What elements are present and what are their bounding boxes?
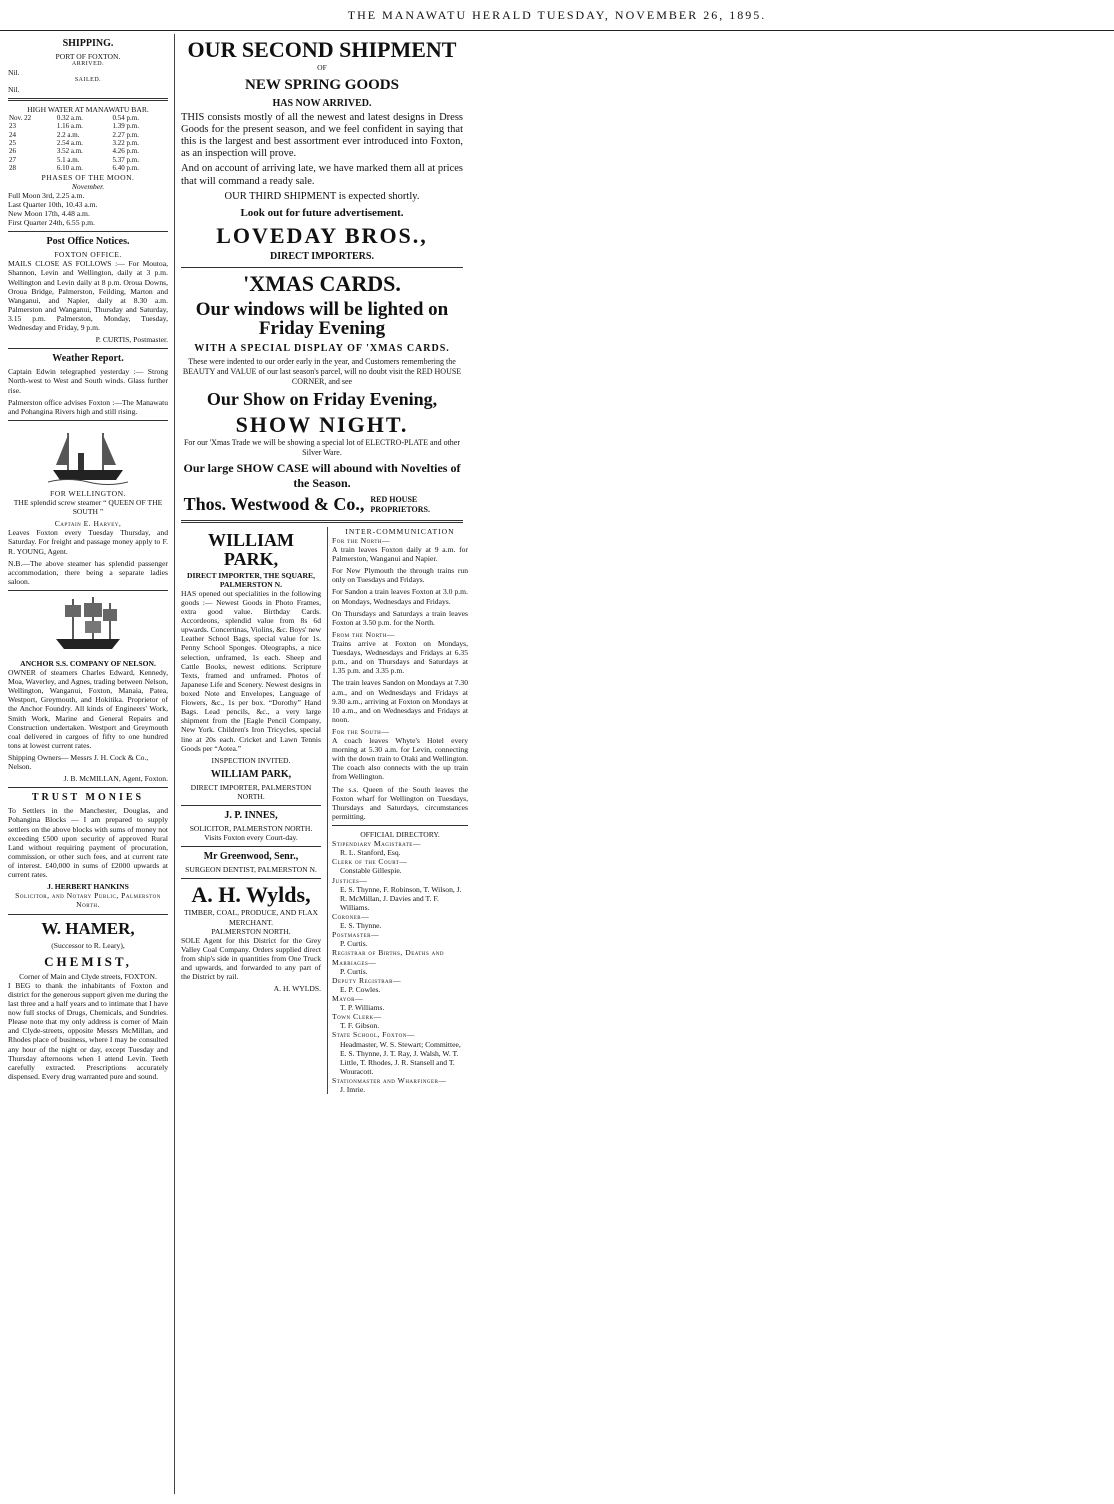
train-line: For Sandon a train leaves Foxton at 3.0 p.m. on Mondays, Wednesdays and Fridays. [332,587,468,606]
directory-role: Clerk of the Court— [332,857,408,867]
lookout-line: Look out for future advertisement. [240,207,404,220]
divider [181,520,463,523]
tide-pm: 1.39 p.m. [112,122,139,131]
westwood-name: Thos. Westwood & Co., [183,494,365,515]
directory-name: Headmaster, W. S. Stewart; Committee, E. S. Thynne, J. T. Ray, J. Walsh, W. T. Little, T. Rhodes, J. R. Stansell and T. Wouracott. [340,1039,461,1076]
tide-am: 2.2 a.m. [56,130,80,139]
divider [8,914,168,915]
directory-entry [332,1076,468,1094]
tide-pm: 0.54 p.m. [112,113,139,122]
show-night: SHOW NIGHT. [235,412,409,438]
park-name-2: WILLIAM PARK, [210,768,292,780]
directory-name: T. P. Williams. [340,1003,385,1013]
tide-date: 27 [9,155,16,164]
tide-pm: 2.27 p.m. [112,130,139,139]
chemist-heading: CHEMIST, [44,954,132,970]
wylds-name: A. H. Wylds, [191,882,311,908]
divider [8,590,168,591]
directory-name: E. P. Cowles. [340,984,381,994]
train-line: For New Plymouth the through trains run only on Tuesdays and Fridays. [332,566,468,585]
xmas-heading: 'XMAS CARDS. [243,271,401,297]
tide-date: 25 [9,138,16,147]
park-sub-2: DIRECT IMPORTER, PALMERSTON NORTH. [190,782,312,801]
train-line: A coach leaves Whyte's Hotel every morning at 5.30 a.m. for Levin, connecting with the down train to Otaki and Wellington. The coach also connects with the up train from Wellington. [332,736,468,782]
sailed-label: SAILED. [74,77,102,84]
table-row [8,156,168,164]
anchor-owners: Shipping Owners— Messrs J. H. Cock & Co., Nelson. [8,753,149,772]
table-row [8,122,168,130]
greenwood-name: Mr Greenwood, Senr., [203,851,299,863]
tide-date: 26 [9,147,16,156]
train-line: The s.s. Queen of the South leaves the Foxton wharf for Wellington on Tuesdays, Thursdays and Saturdays, circumstances permitting. [332,784,468,821]
tide-am: 0.32 a.m. [56,113,83,122]
arrived-label: ARRIVED. [71,61,105,68]
directory-role: Justices— [332,875,368,885]
park-sub: DIRECT IMPORTER, THE SQUARE, PALMERSTON N. [187,570,315,589]
tide-date: 28 [9,164,16,173]
directory-entry [332,1012,468,1030]
wylds-sub: TIMBER, COAL, PRODUCE, AND FLAX MERCHANT. [184,908,318,927]
windows-heading: Our windows will be lighted on Friday Evening [195,298,449,340]
sailing-ship-icon [48,595,128,655]
divider [8,98,168,101]
directory-entry [332,976,468,994]
intercomm-panel [327,527,468,1094]
column-2 [174,34,637,1494]
shipment-heading: OUR SECOND SHIPMENT [187,37,457,62]
divider [181,267,463,268]
tide-pm: 3.22 p.m. [112,138,139,147]
wylds-place: PALMERSTON NORTH. [211,926,291,936]
tide-title: HIGH WATER AT MANAWATU BAR. [27,104,149,114]
directory-entry [332,930,468,948]
anchor-heading: ANCHOR S.S. COMPANY OF NELSON. [20,658,156,668]
for-north: For the North— [332,535,391,545]
hamer-sub: (Successor to R. Leary), [51,940,125,950]
weather-text: Captain Edwin telegraphed yesterday :— Strong North-west to West and South winds. Glass further rise. [8,367,168,395]
anchor-agent: J. B. McMILLAN, Agent, Foxton. [63,774,168,784]
directory-role: Mayor— [332,994,364,1003]
innes-name: J. P. INNES, [224,810,278,822]
trust-monies-heading: TRUST MONIES [31,792,145,804]
postmaster-sign: P. CURTIS, Postmaster. [95,335,168,345]
tide-date: 23 [9,122,16,131]
shipment-text-2: And on account of arriving late, we have marked them all at prices that will command a ready sale. [181,163,463,187]
divider [181,846,321,847]
column-1 [8,34,172,1494]
wylds-text: SOLE Agent for this District for the Grey Valley Coal Company. Orders supplied direct from ship's side in quantities from One Truck and upwards, and forwarded to any part of the District by rail. [181,935,321,982]
directory-name: E. S. Thynne. [340,921,382,931]
directory-name: P. Curtis. [340,939,368,949]
hankins-name: J. HERBERT HANKINS [47,882,129,892]
special-display: WITH A SPECIAL DISPLAY OF 'XMAS CARDS. [194,343,450,355]
directory-role: Stationmaster and Wharfinger— [332,1075,447,1085]
post-office-name: FOXTON OFFICE. [54,250,122,260]
show-heading: Our Show on Friday Evening, [206,389,438,410]
directory-entry [332,948,468,975]
divider [181,878,321,879]
red-house: RED HOUSE PROPRIETORS. [370,495,430,514]
directory-role: Registrar of Births, Deaths and Marriages— [332,948,444,967]
show-case: Our large SHOW CASE will abound with Novelties of the Season. [183,461,461,490]
tide-date: Nov. 22 [9,113,32,122]
post-office-text: MAILS CLOSE AS FOLLOWS :— For Moutoa, Shannon, Levin and Wellington, daily at 3 p.m. Wellington and Levin daily at 8 p.m. Oroua Downs, Oroua Bridge, Palmerston, Feilding, Marton and Wanganui, and Napier, daily at 8.30 a.m. Palmerston and Wanganui, Thursday and Saturday, 3.15 p.m. Palmerston, Monday, Tuesday, Wednesday and Friday, 9 p.m. [8,259,168,333]
park-text: HAS opened out specialities in the following goods :— Newest Goods in Photo Frames, extra good value. Birthday Cards. Accordeons, splendid value from 8s 6d upwards. Concertinas, Violins, &c. Boys' new Leather School Bags, special value for 1s. Penny School Sponges. Oleographs, a nice selection, unframed, 1s each. Sheep and Cattle Books, newest editions. Scripture Texts, framed and unframed. Photos of Japanese Life and Scenery. Newest designs in boxed Note and Envelopes, Language of Flowers, &c., 1s per box. “Dorothy” Hand Bags. Lead pencils, &c., a very large shipment from the [Eagle Pencil Company, New York. Children's Iron Tricycles, special line at 20s each. Cricket and Lawn Tennis Goods per “Aotea.” [181,588,321,753]
directory-name: E. S. Thynne, F. Robinson, T. Wilson, J. R. McMillan, J. Davies and T. F. Williams. [340,884,462,912]
directory-name: J. Imrie. [340,1085,366,1095]
trade-text: For our 'Xmas Trade we will be showing a special lot of ELECTRO-PLATE and other Silver Ware. [183,438,461,457]
shipping-heading: SHIPPING. [62,38,114,49]
directory-name: T. F. Gibson. [340,1021,380,1031]
table-row [8,114,168,122]
shipment-text: THIS consists mostly of all the newest and latest designs in Dress Goods for the present season, and we feel confident in saying that this is the largest and best assortment ever introduced into Foxton, as an inspection will prove. [181,112,463,160]
steamer-note: N.B.—The above steamer has splendid passenger accommodation, there being a separate ladies saloon. [8,558,168,586]
wylds-sign: A. H. WYLDS. [273,984,321,994]
new-goods-heading: NEW SPRING GOODS [245,77,399,94]
directory-entry [332,839,468,857]
train-line: Trains arrive at Foxton on Mondays, Tuesdays, Wednesdays and Fridays at 6.35 p.m., and on Thursdays and Saturdays at 1.35 p.m. and 3.35 p.m. [332,638,468,676]
direct-importers: DIRECT IMPORTERS. [270,251,374,263]
inspection-line: INSPECTION INVITED. [211,755,291,765]
table-row [8,139,168,147]
post-office-heading: Post Office Notices. [46,236,130,248]
moon-month: November. [71,181,105,191]
third-shipment: OUR THIRD SHIPMENT is expected shortly. [224,190,420,202]
loveday-name: LOVEDAY BROS., [216,223,428,249]
weather-text-2: Palmerston office advises Foxton :—The Manawatu and Pohangina Rivers high and still rising. [8,397,168,416]
directory-role: Postmaster— [332,930,380,940]
directory-name: Constable Gillespie. [340,866,402,876]
shipment-of: OF [317,63,327,73]
directory-entry [332,1030,468,1076]
tide-table [8,114,168,173]
divider [8,787,168,788]
directory-name: P. Curtis. [340,966,368,976]
table-row [8,131,168,139]
directory-role: Town Clerk— [332,1012,382,1022]
train-line: The train leaves Sandon on Mondays at 7.30 a.m., and on Wednesdays and Fridays at 9.30 a.m., arriving at Foxton on Mondays at 10 a.m., and on Wednesdays and Fridays at noon. [332,678,468,724]
tide-am: 1.16 a.m. [56,122,83,131]
from-north: From the North— [332,629,396,639]
innes-sub: SOLICITOR, PALMERSTON NORTH. Visits Foxton every Court-day. [189,824,313,843]
directory-name: R. L. Stanford, Esq. [340,848,401,858]
park-ad [181,527,321,1094]
train-line: On Thursdays and Saturdays a train leaves Foxton at 3.50 p.m. for the North. [332,608,468,627]
arrived-heading: HAS NOW ARRIVED. [272,98,372,110]
divider [8,420,168,421]
divider [332,825,468,826]
divider [181,805,321,806]
chemist-address: Corner of Main and Clyde streets, FOXTON. [19,971,157,981]
masthead: THE MANAWATU HERALD TUESDAY, NOVEMBER 26, 1895. [0,0,1114,31]
anchor-text: OWNER of steamers Charles Edward, Kennedy, Moa, Waverley, and Agnes, trading between Nelson, Wellington, Wanganui, Foxton, Manaia, Patea, Westport, Greymouth, and Hokitika. Proprietor of the Anchor Foundry. All kinds of Engineers' Work, Smith Work, Marine and General Repairs and Construction undertaken. Westport and Greymouth coal delivered in cargoes of fifty to one hundred tons at lowest current rates. [8,668,168,750]
moon-line: First Quarter 24th, 6.55 p.m. [8,218,95,228]
directory-entry [332,876,468,912]
steamer-name: THE splendid screw steamer “ QUEEN OF THE SOUTH ” [13,497,163,517]
tide-am: 5.1 a.m. [56,155,80,164]
tide-am: 3.52 a.m. [56,147,83,156]
port-label: PORT OF FOXTON. [55,52,121,61]
for-south: For the South— [332,726,390,736]
hankins-sub: Solicitor, and Notary Public, Palmerston North. [15,891,161,910]
park-name: WILLIAM PARK, [207,529,294,569]
divider [8,348,168,349]
moon-line: Full Moon 3rd, 2.25 a.m. [8,190,85,200]
moon-line: Last Quarter 10th, 10.43 a.m. [8,199,98,209]
tide-pm: 4.26 p.m. [112,147,139,156]
wellington-heading: FOR WELLINGTON. [50,488,126,498]
directory-entry [332,912,468,930]
weather-heading: Weather Report. [52,353,124,365]
tide-pm: 6.40 p.m. [112,164,139,173]
sailed-nil: Nil. [8,84,20,94]
directory-entry [332,994,468,1012]
steamer-schedule: Leaves Foxton every Tuesday Thursday, and Saturday. For freight and passage money apply to F. R. YOUNG, Agent. [8,528,168,556]
divider [8,231,168,232]
captain-name: Captain E. Harvey, [54,519,122,529]
moon-title: PHASES OF THE MOON. [41,172,135,182]
trust-monies-text: To Settlers in the Manchester, Douglas, and Pohangina Blocks — I am prepared to supply settlers on the above blocks with sums of money not exceeding £500 upon security of approved Rural Land without requiring payment of procuration, commission, or other such fees, and at current rate of interest. £40,000 in sums of £2000 upwards at current rates. [8,806,168,880]
tide-date: 24 [9,130,16,139]
directory-heading: OFFICIAL DIRECTORY. [360,830,440,840]
directory-entry [332,857,468,875]
cards-text: These were indented to our order early in the year, and Customers remembering the BEAUTY and VALUE of our last season's parcel, will no doubt visit the RED HOUSE CORNER, and see [182,357,462,386]
moon-line: New Moon 17th, 4.48 a.m. [8,208,90,218]
directory-role: Deputy Registrar— [332,975,402,985]
hamer-name: W. HAMER, [41,918,135,938]
intercomm-heading: INTER-COMMUNICATION [345,526,455,536]
table-row [8,164,168,172]
tide-am: 6.10 a.m. [56,164,83,173]
arrived-nil: Nil. [8,68,20,78]
chemist-text: I BEG to thank the inhabitants of Foxton and district for the generous support given me during the last three and a half years and to intimate that I have now full stocks of Drugs, Chemicals, and Sundries. Please note that my only address is corner of Main and Clyde-streets, opposite Messrs McMillan, and Rhodes place of business, where I may be consulted any hour of the night or day, except Tuesday and Thursday afternoons when I attend Levin. Teeth carefully extracted. Prescriptions accurately dispensed. Every drug warranted pure and sound. [8,980,168,1081]
table-row [8,147,168,155]
tide-am: 2.54 a.m. [56,138,83,147]
directory-role: Stipendiary Magistrate— [332,839,421,849]
train-line: A train leaves Foxton daily at 9 a.m. for Palmerston, Wanganui and Napier. [332,544,468,564]
directory-role: Coroner— [332,912,370,922]
directory-role: State School, Foxton— [332,1030,415,1040]
tide-pm: 5.37 p.m. [112,155,139,164]
ad-column-left [181,34,468,1095]
steamer-icon [48,425,128,485]
greenwood-sub: SURGEON DENTIST, PALMERSTON N. [185,865,317,875]
